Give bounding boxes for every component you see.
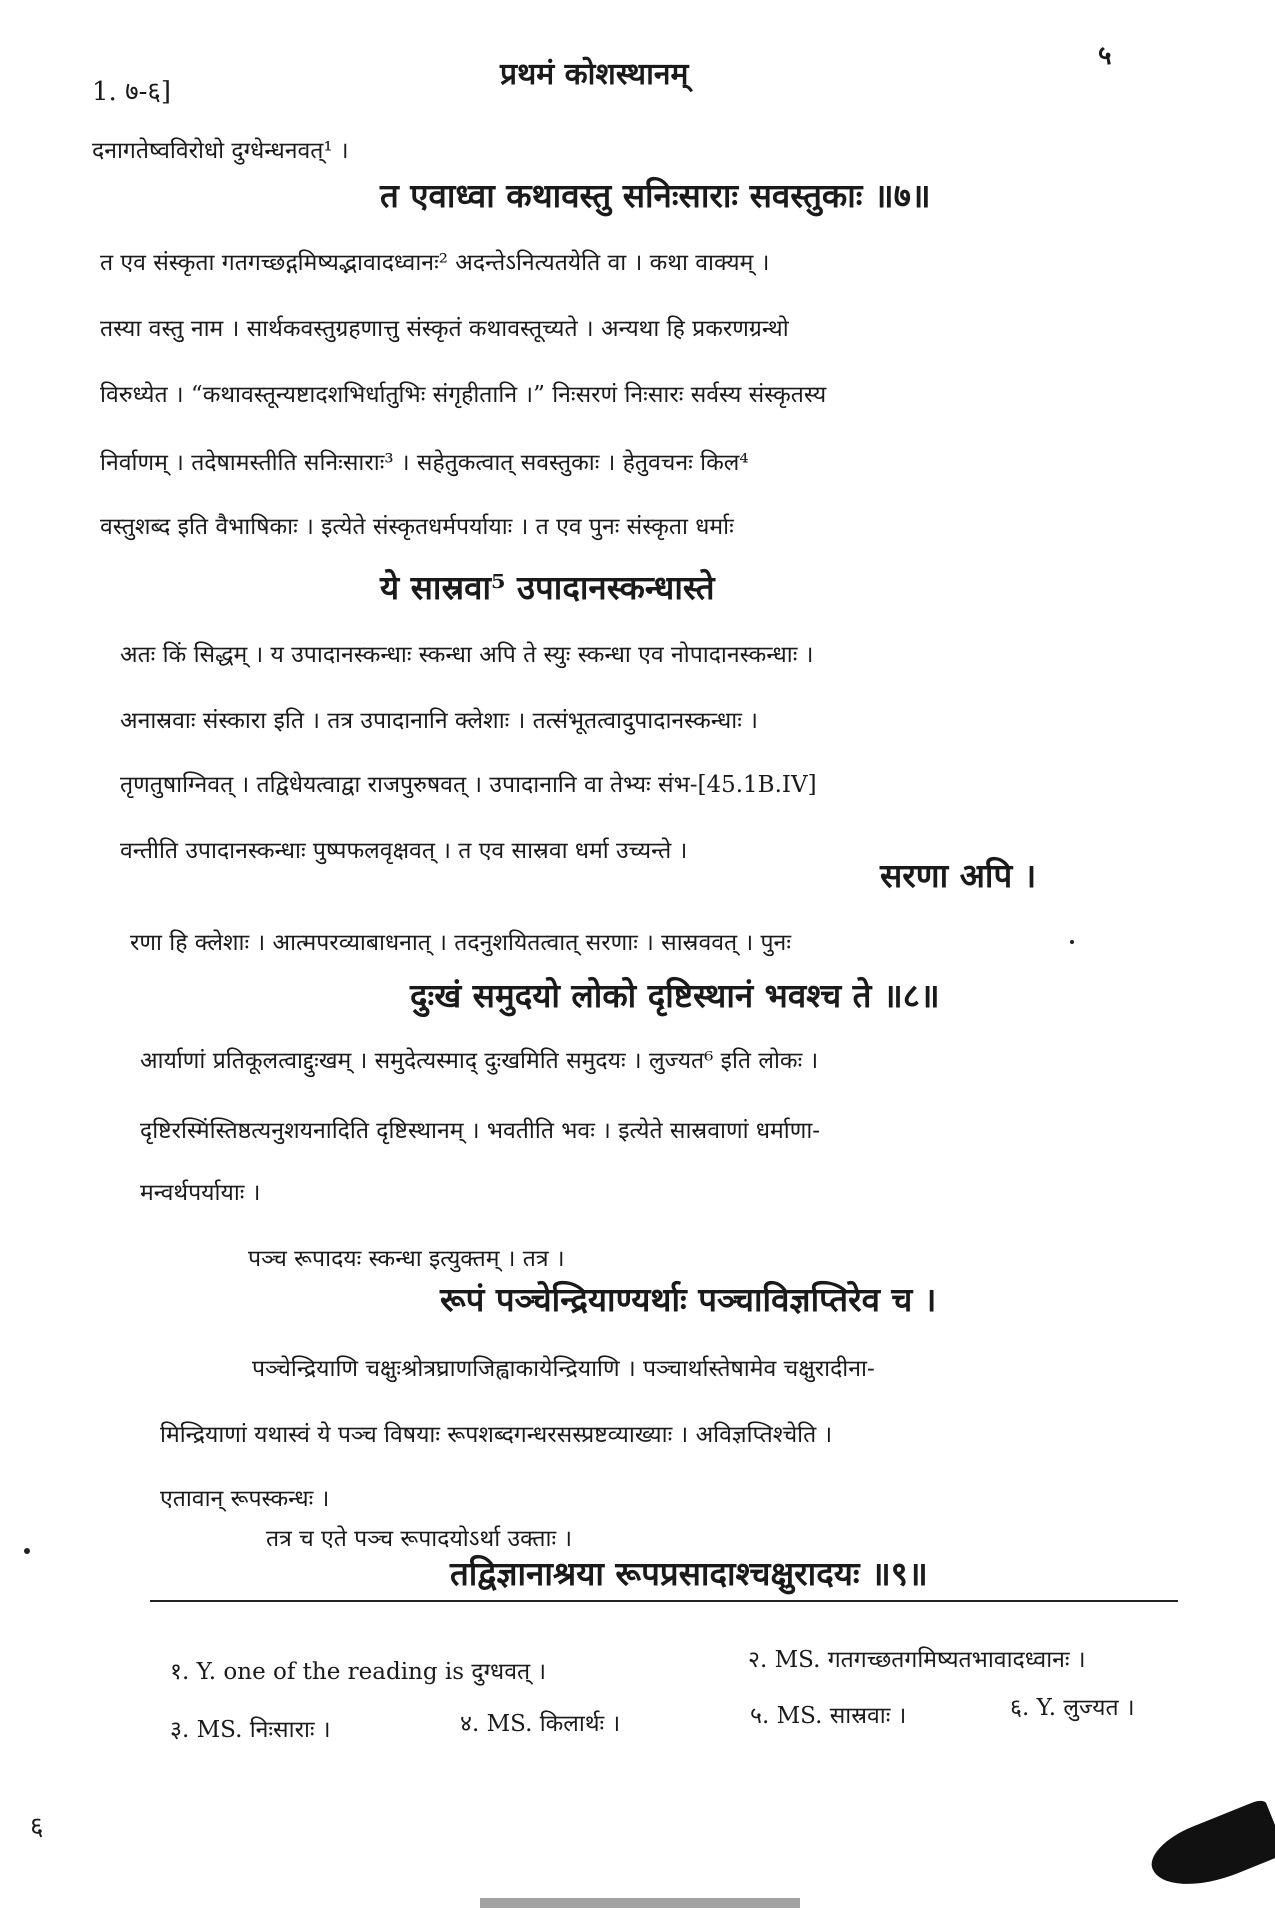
verse-heading: ये सास्रवा⁵ उपादानस्कन्धास्ते (380, 568, 715, 607)
ink-speck (24, 1548, 30, 1554)
text-line: दनागतेष्वविरोधो दुग्धेन्धनवत्¹ । (92, 138, 349, 164)
section-reference: 1. ७-६] (92, 77, 172, 107)
verse-fragment: सरणा अपि । (880, 856, 1037, 895)
footnote: २. MS. गतगच्छतगमिष्यतभावादध्वानः । (748, 1647, 1086, 1673)
text-line: वन्तीति उपादानस्कन्धाः पुष्पफलवृक्षवत् । त एव सास्रवा धर्मा उच्यन्ते । (120, 838, 688, 864)
text-line: पञ्च रूपादयः स्कन्धा इत्युक्तम् । तत्र । (248, 1246, 565, 1272)
text-line: एतावान् रूपस्कन्धः । (160, 1486, 330, 1512)
text-line: वस्तुशब्द इति वैभाषिकाः । इत्येते संस्कृतधर्मपर्यायाः । त एव पुनः संस्कृता धर्माः (100, 514, 734, 540)
text-line: रणा हि क्लेशाः । आत्मपरव्याबाधनात् । तदनुशयितत्वात् सरणाः । सास्रववत् । पुनः (130, 930, 791, 956)
footnote: ३. MS. निःसाराः । (170, 1717, 331, 1743)
text-line: अतः किं सिद्धम् । य उपादानस्कन्धाः स्कन्धा अपि ते स्युः स्कन्धा एव नोपादानस्कन्धाः । (120, 642, 814, 668)
text-line: आर्याणां प्रतिकूलत्वाद्दुःखम् । समुदेत्यस्माद् दुःखमिति समुदयः । लुज्यत⁶ इति लोकः । (140, 1048, 819, 1074)
text-line: तस्या वस्तु नाम । सार्थकवस्तुग्रहणात्तु संस्कृतं कथावस्तूच्यते । अन्यथा हि प्रकरणग्रन्थो (100, 316, 789, 342)
verse-8: दुःखं समुदयो लोको दृष्टिस्थानं भवश्च ते ॥८॥ (410, 976, 940, 1015)
footnote: १. Y. one of the reading is दुग्धवत् । (170, 1659, 547, 1685)
text-line: अनास्रवाः संस्कारा इति । तत्र उपादानानि क्लेशाः । तत्संभूतत्वादुपादानस्कन्धाः । (120, 708, 758, 734)
text-line: त एव संस्कृता गतगच्छद्गमिष्यद्भावादध्वानः² अदन्तेऽनित्यतयेति वा । कथा वाक्यम् । (100, 250, 770, 276)
verse-heading: रूपं पञ्चेन्द्रियाण्यर्थाः पञ्चाविज्ञप्तिरेव च । (440, 1280, 937, 1319)
text-line: पञ्चेन्द्रियाणि चक्षुःश्रोत्रघ्राणजिह्वाकायेन्द्रियाणि । पञ्चार्थास्तेषामेव चक्षुरादीना- (252, 1356, 875, 1382)
text-line: मन्वर्थपर्यायाः । (140, 1180, 261, 1206)
ink-speck (1070, 940, 1074, 944)
margin-mark: ६ (30, 1812, 44, 1842)
text-line: तृणतुषाग्निवत् । तद्विधेयत्वाद्वा राजपुरुषवत् । उपादानानि वा तेभ्यः संभ-[45.1B.IV] (120, 772, 817, 798)
text-line: तत्र च एते पञ्च रूपादयोऽर्था उक्ताः । (266, 1526, 573, 1552)
page-number: ५ (1098, 41, 1112, 71)
footnote: ५. MS. सास्रवाः । (750, 1703, 907, 1729)
verse-9: तद्विज्ञानाश्रया रूपप्रसादाश्चक्षुरादयः ॥९॥ (450, 1554, 928, 1593)
verse-7: त एवाध्वा कथावस्तु सनिःसाराः सवस्तुकाः ॥७॥ (380, 176, 931, 215)
text-line: मिन्द्रियाणां यथास्वं ये पञ्च विषयाः रूपशब्दगन्धरसस्प्रष्टव्याख्याः । अविज्ञप्तिश्चेति । (160, 1422, 833, 1448)
text-line: दृष्टिरस्मिंस्तिष्ठत्यनुशयनादिति दृष्टिस्थानम् । भवतीति भवः । इत्येते सास्रवाणां धर्माणा- (140, 1118, 821, 1144)
text-line: निर्वाणम् । तदेषामस्तीति सनिःसाराः³ । सहेतुकत्वात् सवस्तुकाः । हेतुवचनः किल⁴ (100, 450, 749, 476)
scan-corner-shadow (1143, 1798, 1275, 1902)
footnote-rule (150, 1600, 1178, 1602)
footnote: ४. MS. किलार्थः । (460, 1711, 621, 1737)
scan-bottom-smudge (480, 1898, 800, 1908)
running-title: प्रथमं कोशस्थानम् (500, 57, 689, 92)
footnote: ६. Y. लुज्यत । (1010, 1695, 1135, 1721)
text-line: विरुध्येत । “कथावस्तून्यष्टादशभिर्धातुभिः संगृहीतानि ।” निःसरणं निःसारः सर्वस्य संस्कृतस्य (100, 382, 827, 408)
